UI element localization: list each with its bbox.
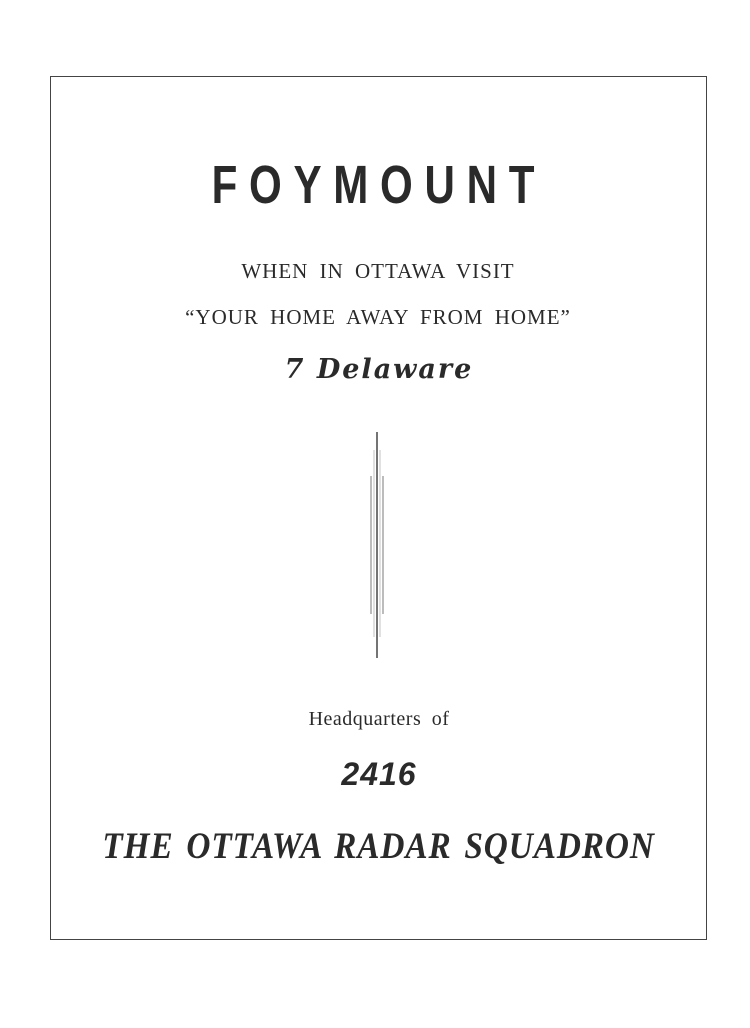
visit-line: WHEN IN OTTAWA VISIT (241, 259, 515, 283)
address-line: 7 Delaware (284, 354, 474, 385)
squadron-number: 2416 (341, 756, 417, 792)
page-title: FOYMOUNT (211, 155, 547, 215)
headquarters-label: Headquarters of (308, 708, 450, 730)
squadron-name: THE OTTAWA RADAR SQUADRON (102, 826, 655, 867)
slogan-line: “YOUR HOME AWAY FROM HOME” (185, 305, 571, 329)
vertical-lines-ornament-icon (360, 432, 392, 658)
